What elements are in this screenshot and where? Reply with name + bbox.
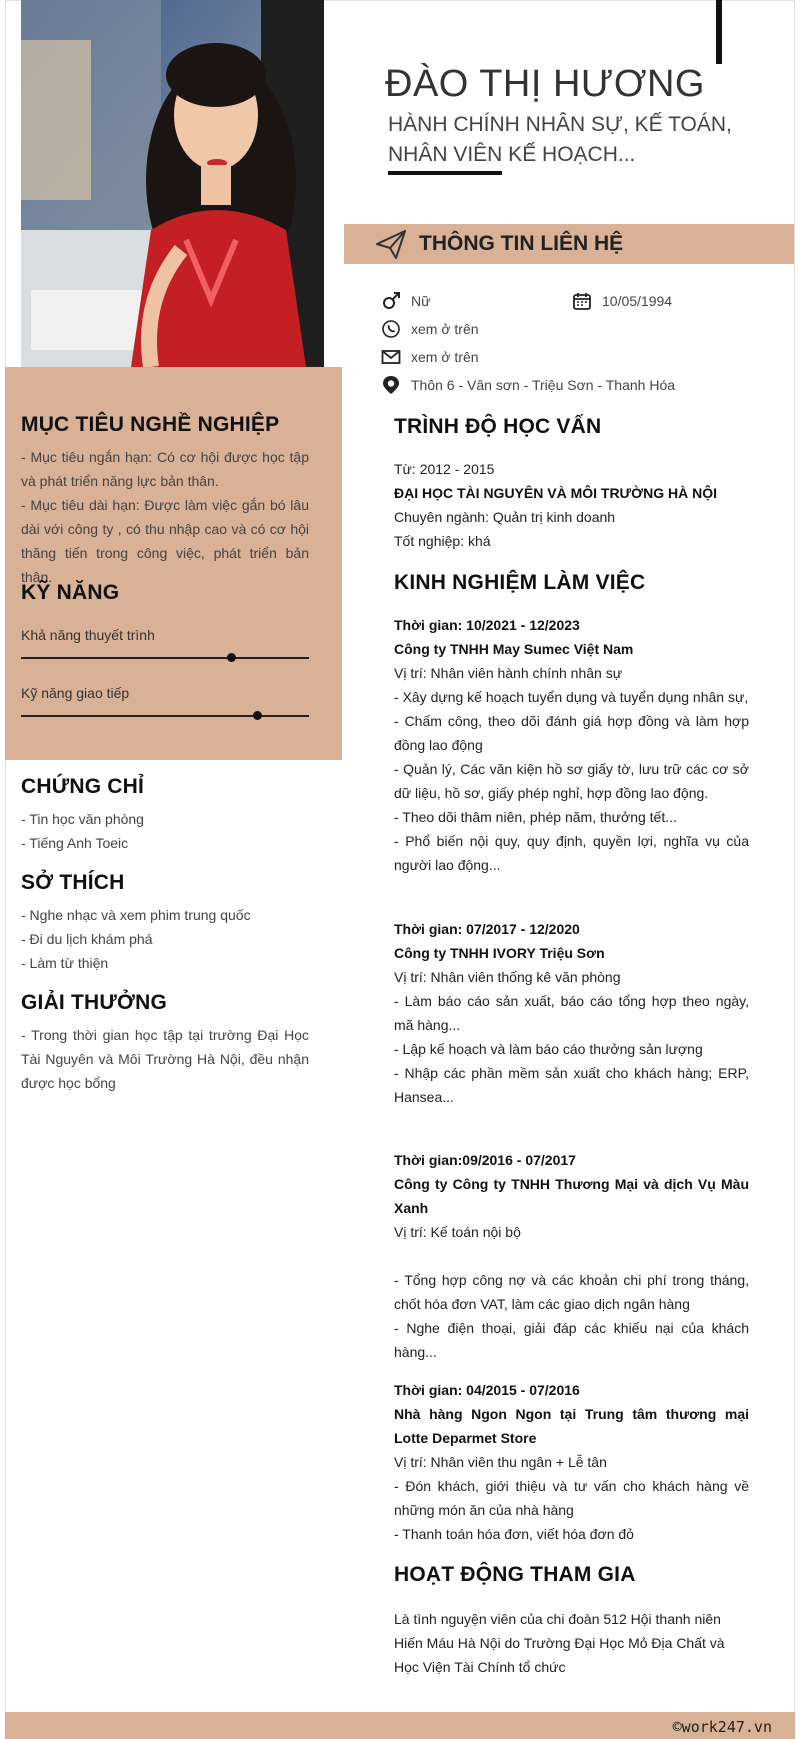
education-details: Từ: 2012 - 2015 ĐẠI HỌC TÀI NGUYÊN VÀ MÔI TRƯỜNG HÀ NỘI Chuyên ngành: Quản trị kinh doanh Tốt nghiệp: khá <box>394 461 718 549</box>
skill-label: Khả năng thuyết trình <box>21 627 155 643</box>
certificates-list <box>21 807 309 855</box>
list-item: - Đi du lịch khám phá <box>21 931 153 947</box>
address-value: Thôn 6 - Vân sơn - Triệu Sơn - Thanh Hóa <box>411 377 676 393</box>
awards-text: - Trong thời gian học tập tại trường Đại Học Tài Nguyên và Môi Trường Hà Nội, đều nhận được học bổng <box>21 1027 309 1091</box>
gender-value: Nữ <box>411 293 431 309</box>
skill-level-marker <box>227 653 236 662</box>
email-value[interactable]: xem ở trên <box>411 349 479 365</box>
skill-level-marker <box>253 711 262 720</box>
email-icon <box>381 347 401 367</box>
certificates-title: CHỨNG CHỈ <box>21 775 145 798</box>
job-entry: Thời gian: 10/2021 - 12/2023 Công ty TNHH May Sumec Việt Nam Vị trí: Nhân viên hành chính nhân sự - Xây dựng kế hoạch tuyển dụng và tuyển dụng nhân sự, - Chấm công, theo dõi đánh giá hợp đồng và làm hợp đồng lao động - Quản lý, Các văn kiện hồ sơ giấy tờ, lưu trữ các cơ sở dữ liệu, hồ sơ, giấy phép nghỉ, hợp đồng lao động. - Theo dõi thâm niên, phép năm, thưởng tết... - Phổ biến nội quy, quy định, quyền lợi, nghĩa vụ của người lao động... <box>394 617 749 873</box>
objective-text: - Mục tiêu ngắn hạn: Có cơ hội được học tập và phát triển năng lực bản thân. - Mục tiêu dài hạn: Được làm việc gắn bó lâu dài với công ty , có thu nhập cao và có cơ hội thăng tiến trong công việc, phát triển bản thân. <box>21 449 309 585</box>
skills-title: KỸ NĂNG <box>21 581 120 604</box>
phone-icon <box>381 319 401 339</box>
title-underline <box>388 171 502 175</box>
list-item: - Làm từ thiện <box>21 955 109 971</box>
skill-label: Kỹ năng giao tiếp <box>21 685 130 701</box>
job-entry: Thời gian:09/2016 - 07/2017 Công ty Công ty TNHH Thương Mại và dịch Vụ Màu Xanh Vị trí: Kế toán nội bộ - Tổng hợp công nợ và các khoản chi phí trong tháng, chốt hóa đơn VAT, làm các giao dịch ngân hàng - Nghe điện thoại, giải đáp các khiếu nại của khách hàng... <box>394 1152 749 1360</box>
location-pin-icon <box>381 375 401 395</box>
list-item: - Tiếng Anh Toeic <box>21 835 129 851</box>
job-entry: Thời gian: 07/2017 - 12/2020 Công ty TNHH IVORY Triệu Sơn Vị trí: Nhân viên thống kê văn phòng - Làm báo cáo sản xuất, báo cáo tổng hợp theo ngày, mã hàng... - Lập kế hoạch và làm báo cáo thưởng sản lượng - Nhập các phần mềm sản xuất cho khách hàng; ERP, Hansea... <box>394 921 749 1105</box>
candidate-title: HÀNH CHÍNH NHÂN SỰ, KẾ TOÁN, NHÂN VIÊN KẾ HOẠCH... <box>388 113 732 166</box>
profile-photo <box>21 0 324 367</box>
awards-title: GIẢI THƯỞNG <box>21 991 168 1014</box>
experience-title: KINH NGHIỆM LÀM VIỆC <box>394 571 646 594</box>
hobbies-list <box>21 903 309 975</box>
skill-bar <box>21 657 309 659</box>
skill-bar <box>21 715 309 717</box>
phone-value[interactable]: xem ở trên <box>411 321 479 337</box>
education-title: TRÌNH ĐỘ HỌC VẤN <box>394 415 602 438</box>
activities-title: HOẠT ĐỘNG THAM GIA <box>394 1563 636 1586</box>
list-item: - Tin học văn phòng <box>21 811 144 827</box>
hobbies-title: SỞ THÍCH <box>21 871 125 894</box>
footer-watermark: ©work247.vn <box>672 1718 772 1736</box>
activities-text: Là tình nguyện viên của chi đoàn 512 Hội thanh niên Hiến Máu Hà Nội do Trường Đại Học Mỏ Địa Chất và Học Viện Tài Chính tổ chức <box>394 1611 725 1675</box>
contact-title: THÔNG TIN LIÊN HỆ <box>419 232 624 255</box>
candidate-name: ĐÀO THỊ HƯƠNG <box>385 63 705 105</box>
paper-plane-icon <box>374 227 408 261</box>
list-item: - Nghe nhạc và xem phim trung quốc <box>21 907 251 923</box>
dob-value: 10/05/1994 <box>602 293 673 309</box>
calendar-icon <box>572 291 592 311</box>
gender-icon <box>381 291 401 311</box>
decorative-bar <box>716 0 722 64</box>
contact-section-header <box>344 224 794 264</box>
job-entry: Thời gian: 04/2015 - 07/2016 Nhà hàng Ngon Ngon tại Trung tâm thương mại Lotte Deparmet Store Vị trí: Nhân viên thu ngân + Lễ tân - Đón khách, giới thiệu và tư vấn cho khách hàng về những món ăn của nhà hàng - Thanh toán hóa đơn, viết hóa đơn đỏ <box>394 1382 749 1542</box>
objective-title: MỤC TIÊU NGHỀ NGHIỆP <box>21 413 280 436</box>
